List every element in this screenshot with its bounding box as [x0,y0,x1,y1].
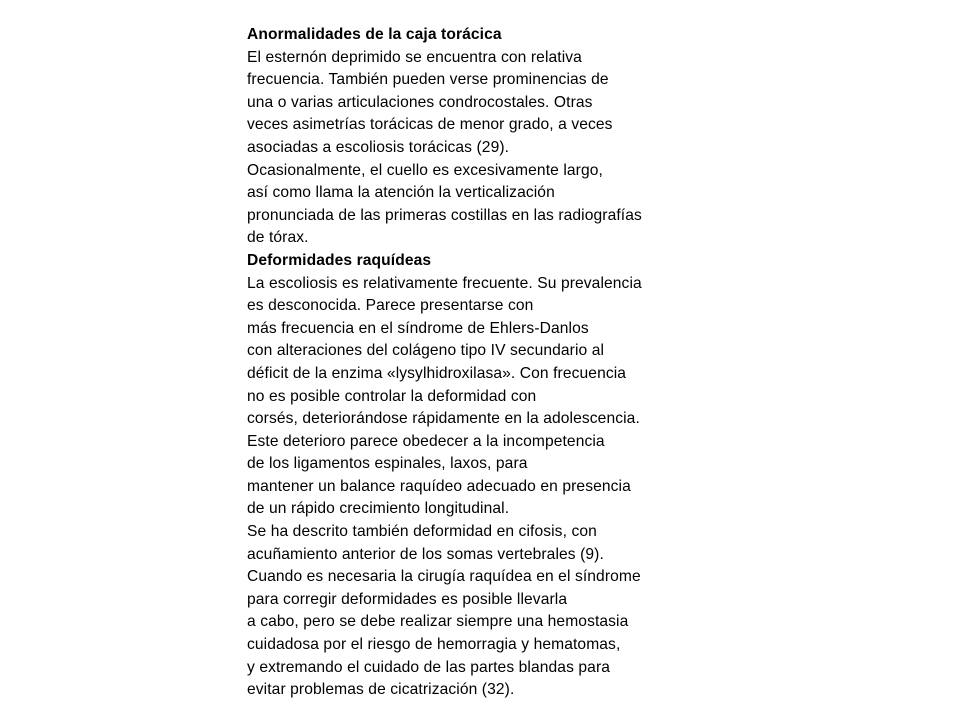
paragraph-line: mantener un balance raquídeo adecuado en presencia [247,477,631,495]
text-block [247,24,687,702]
paragraph-line: una o varias articulaciones condrocostales. Otras [247,93,593,111]
paragraph-line: acuñamiento anterior de los somas vertebrales (9). [247,545,604,563]
paragraph-line: es desconocida. Parece presentarse con [247,297,534,315]
paragraph-line: más frecuencia en el síndrome de Ehlers-Danlos [247,319,589,337]
paragraph-line: frecuencia. También pueden verse prominencias de [247,71,609,89]
paragraph-line: cuidadosa por el riesgo de hemorragia y hematomas, [247,636,621,654]
heading-deformidades-raquideas: Deformidades raquídeas [247,251,432,269]
paragraph-line: La escoliosis es relativamente frecuente. Su prevalencia [247,274,642,292]
paragraph-line: no es posible controlar la deformidad con [247,387,537,405]
paragraph-line: pronunciada de las primeras costillas en las radiografías [247,206,642,224]
paragraph-line: a cabo, pero se debe realizar siempre una hemostasia [247,613,629,631]
paragraph-line: así como llama la atención la verticalización [247,184,555,202]
paragraph-line: asociadas a escoliosis torácicas (29). [247,138,510,156]
paragraph-line: de los ligamentos espinales, laxos, para [247,455,528,473]
paragraph-line: déficit de la enzima «lysylhidroxilasa». Con frecuencia [247,364,627,382]
heading-caja-toracica: Anormalidades de la caja torácica [247,26,502,43]
paragraph-line: Este deterioro parece obedecer a la incompetencia [247,432,605,450]
paragraph-line: de tórax. [247,229,309,247]
paragraph-line: para corregir deformidades es posible llevarla [247,590,568,608]
paragraph-line: evitar problemas de cicatrización (32). [247,681,515,699]
paragraph-line: de un rápido crecimiento longitudinal. [247,500,510,518]
paragraph-line: Se ha descrito también deformidad en cifosis, con [247,523,597,541]
paragraph-line: Ocasionalmente, el cuello es excesivamente largo, [247,161,603,179]
paragraph-line: Cuando es necesaria la cirugía raquídea en el síndrome [247,568,641,586]
paragraph-line: y extremando el cuidado de las partes blandas para [247,658,611,676]
paragraph-line: El esternón deprimido se encuentra con relativa [247,48,582,66]
paragraph-line: corsés, deteriorándose rápidamente en la adolescencia. [247,410,640,428]
paragraph-line: veces asimetrías torácicas de menor grado, a veces [247,116,613,134]
paragraph-line: con alteraciones del colágeno tipo IV secundario al [247,342,605,360]
